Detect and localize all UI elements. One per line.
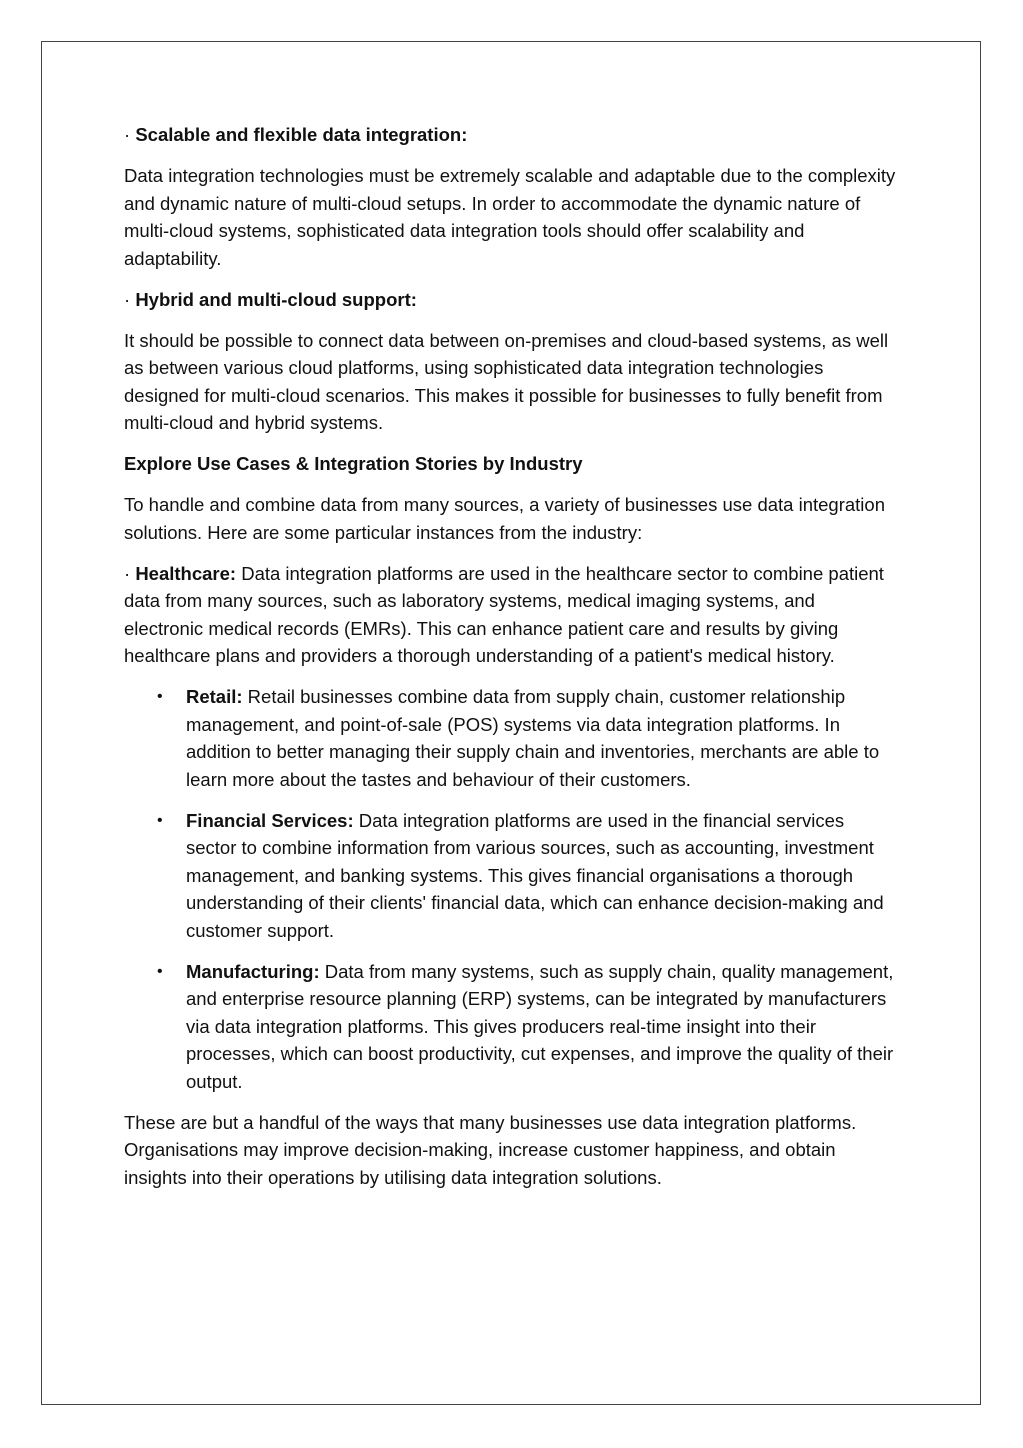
financial-services-label: Financial Services: bbox=[186, 809, 354, 831]
conclusion-paragraph: These are but a handful of the ways that many businesses use data integration platforms. Organisations may improve decision-making, increase customer happiness, and obtain insights into their operations by utilising data integration solutions. bbox=[124, 1111, 857, 1188]
hybrid-heading bbox=[124, 286, 899, 314]
bullet-icon: • bbox=[157, 962, 163, 980]
healthcare-marker: · bbox=[124, 562, 131, 584]
hybrid-paragraph: It should be possible to connect data between on-premises and cloud-based systems, as well as between various cloud platforms, using sophisticated data integration technologies designed for multi-cloud scenarios. This makes it possible for businesses to fully benefit from multi-cloud and hybrid systems. bbox=[124, 329, 889, 433]
manufacturing-text: Data from many systems, such as supply chain, quality management, and enterprise resource planning (ERP) systems, can be integrated by manufacturers via data integration platforms. This gives producers real-time insight into their processes, which can boost productivity, cut expenses, and improve the quality of their output. bbox=[186, 960, 894, 1092]
list-item-manufacturing bbox=[124, 958, 899, 1096]
healthcare-paragraph bbox=[124, 560, 899, 670]
bullet-icon: • bbox=[157, 688, 163, 705]
bullet-icon: • bbox=[157, 811, 163, 829]
scalable-paragraph: Data integration technologies must be extremely scalable and adaptable due to the complexity and dynamic nature of multi-cloud setups. In order to accommodate the dynamic nature of multi-cloud systems, sophisticated data integration tools should offer scalability and adaptability. bbox=[124, 165, 896, 269]
scalable-heading-text: Scalable and flexible data integration: bbox=[135, 124, 468, 145]
hybrid-heading-text: Hybrid and multi-cloud support: bbox=[135, 288, 417, 310]
list-item-financial-services bbox=[124, 807, 899, 945]
manufacturing-label: Manufacturing: bbox=[186, 960, 320, 982]
scalable-heading bbox=[124, 121, 899, 149]
industry-list bbox=[124, 683, 899, 1095]
explore-intro: To handle and combine data from many sources, a variety of businesses use data integration solutions. Here are some particular instances from the industry: bbox=[124, 494, 885, 543]
retail-text: Retail businesses combine data from supply chain, customer relationship management, and point-of-sale (POS) systems via data integration platforms. In addition to better managing their supply chain and inventories, merchants are able to learn more about the tastes and behaviour of their customers. bbox=[186, 686, 880, 790]
explore-heading: Explore Use Cases & Integration Stories by Industry bbox=[124, 453, 583, 474]
healthcare-text: Data integration platforms are used in the healthcare sector to combine patient data from many sources, such as laboratory systems, medical imaging systems, and electronic medical records (EMRs). This can enhance patient care and results by giving healthcare plans and providers a thorough understanding of a patient's medical history. bbox=[124, 562, 884, 666]
hybrid-marker: · bbox=[124, 288, 131, 310]
healthcare-label: Healthcare: bbox=[135, 562, 237, 584]
retail-label: Retail: bbox=[186, 686, 243, 707]
scalable-marker: · bbox=[124, 124, 131, 145]
financial-services-text: Data integration platforms are used in the financial services sector to combine information from various sources, such as accounting, investment management, and banking systems. This gives financial organisations a thorough understanding of their clients' financial data, which can enhance decision-making and customer support. bbox=[186, 809, 884, 941]
document-content bbox=[124, 121, 899, 1205]
list-item-retail bbox=[124, 683, 899, 793]
